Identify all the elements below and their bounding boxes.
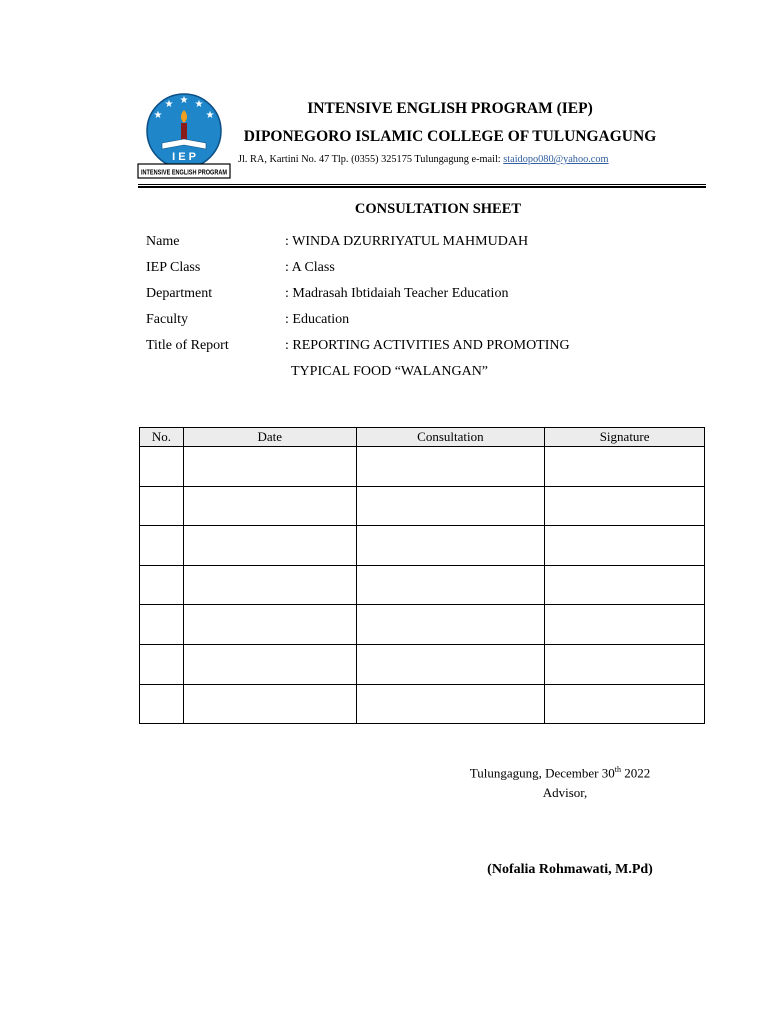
svg-text:I E P: I E P [172,151,196,163]
address-line: Jl. RA, Kartini No. 47 Tlp. (0355) 325175 Tulungagung e-mail: staidopo080@yahoo.com [238,154,609,165]
cell-consultation [356,447,545,487]
col-header-signature: Signature [545,428,705,447]
svg-text:INTENSIVE ENGLISH PROGRAM: INTENSIVE ENGLISH PROGRAM [141,167,227,177]
svg-text:★: ★ [205,110,215,121]
field-value-department: : Madrasah Ibtidaiah Teacher Education [285,286,509,301]
field-label-faculty: Faculty [146,312,188,327]
svg-text:★: ★ [194,99,204,110]
cell-no [140,684,184,724]
college-name: DIPONEGORO ISLAMIC COLLEGE OF TULUNGAGUNG [243,128,657,145]
header-divider-thin [138,184,706,185]
svg-text:★: ★ [179,95,189,106]
iep-logo [136,93,232,181]
cell-signature [545,526,705,566]
field-value-report-title: : REPORTING ACTIVITIES AND PROMOTING [285,338,570,353]
col-header-no: No. [140,428,184,447]
cell-no [140,526,184,566]
advisor-name: (Nofalia Rohmawati, M.Pd) [487,862,653,877]
table-row [140,526,705,566]
cell-date [183,486,356,526]
email-link[interactable]: staidopo080@yahoo.com [503,154,609,165]
field-value-class: : A Class [285,260,335,275]
consultation-table [139,427,705,724]
cell-signature [545,605,705,645]
cell-date [183,605,356,645]
table-row [140,486,705,526]
table-row [140,644,705,684]
cell-signature [545,486,705,526]
cell-signature [545,565,705,605]
cell-consultation [356,605,545,645]
cell-no [140,447,184,487]
cell-signature [545,684,705,724]
col-header-date: Date [183,428,356,447]
table-row [140,447,705,487]
place-date: Tulungagung, December 30th 2022 [469,765,651,781]
field-label-name: Name [146,234,180,249]
field-value-name: : WINDA DZURRIYATUL MAHMUDAH [285,234,529,249]
header-divider-thick [138,186,706,188]
cell-date [183,644,356,684]
svg-text:★: ★ [164,99,174,110]
sheet-title: CONSULTATION SHEET [354,201,522,217]
cell-no [140,644,184,684]
table-row [140,684,705,724]
cell-date [183,526,356,566]
cell-date [183,565,356,605]
cell-no [140,605,184,645]
field-label-department: Department [146,286,213,301]
cell-consultation [356,526,545,566]
cell-no [140,565,184,605]
program-name: INTENSIVE ENGLISH PROGRAM (IEP) [307,100,593,117]
svg-text:★: ★ [153,110,163,121]
cell-signature [545,447,705,487]
cell-no [140,486,184,526]
table-header-row [140,428,705,447]
cell-consultation [356,684,545,724]
cell-date [183,684,356,724]
cell-signature [545,644,705,684]
field-label-class: IEP Class [146,260,201,275]
field-value-faculty: : Education [285,312,350,327]
cell-consultation [356,644,545,684]
cell-consultation [356,486,545,526]
cell-consultation [356,565,545,605]
advisor-role: Advisor, [542,785,588,800]
col-header-consultation: Consultation [356,428,545,447]
field-value-report-title-cont: TYPICAL FOOD “WALANGAN” [291,364,489,379]
cell-date [183,447,356,487]
field-label-report-title: Title of Report [146,338,229,353]
table-row [140,605,705,645]
table-row [140,565,705,605]
